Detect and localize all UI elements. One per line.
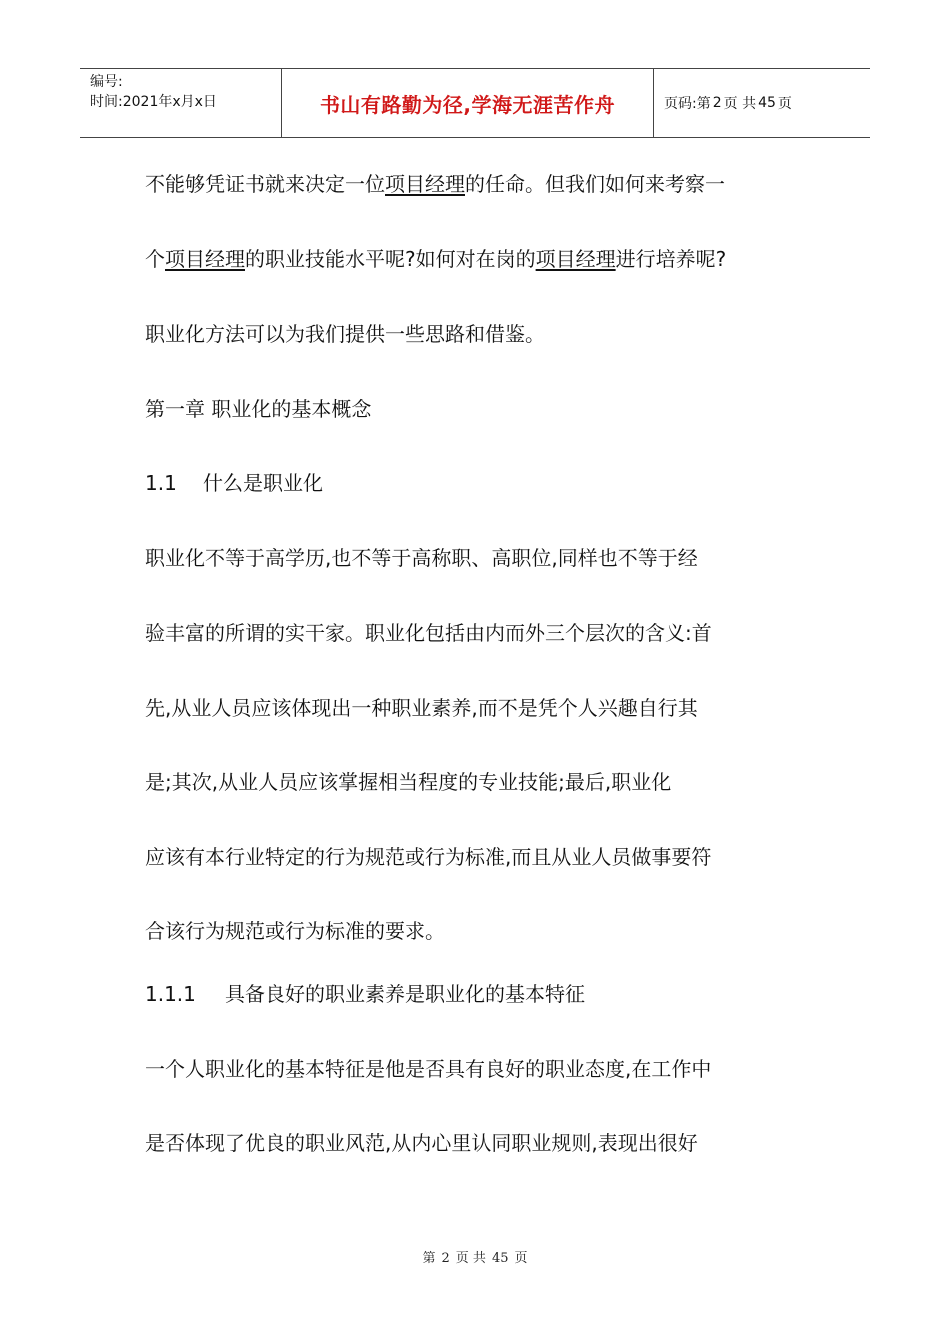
text-run: 不能够凭证书就来决定一位 (145, 172, 385, 196)
underlined-term: 项目经理 (535, 247, 616, 271)
chapter-heading: 第一章 职业化的基本概念 (145, 397, 372, 421)
section-heading (145, 471, 323, 495)
subsection-title: 具备良好的职业素养是职业化的基本特征 (225, 982, 585, 1006)
footer-prefix: 第 (422, 1251, 436, 1266)
underlined-term: 项目经理 (385, 172, 465, 196)
document-number-label: 编号: (90, 74, 123, 90)
footer-total-pages: 45 (491, 1251, 509, 1266)
footer-mid: 页 共 (455, 1251, 486, 1266)
page-footer (0, 1247, 950, 1266)
section-title: 什么是职业化 (203, 471, 323, 495)
text-run: 个 (145, 247, 165, 271)
paragraph-line: 合该行为规范或行为标准的要求。 (145, 919, 445, 943)
paragraph-line: 是;其次,从业人员应该掌握相当程度的专业技能;最后,职业化 (145, 770, 672, 794)
header-page-info (654, 69, 870, 137)
paragraph-line: 职业化不等于高学历,也不等于高称职、高职位,同样也不等于经 (145, 546, 698, 570)
header-motto-cell (282, 69, 654, 137)
header-meta (80, 69, 282, 137)
paragraph-line: 职业化方法可以为我们提供一些思路和借鉴。 (145, 322, 545, 346)
text-run: 的职业技能水平呢?如何对在岗的 (245, 247, 536, 271)
header-page-mid: 页 共 (723, 96, 757, 112)
header-page-label: 页码:第 (664, 96, 711, 112)
text-run: 进行培养呢? (615, 247, 727, 271)
header-page-current: 2 (712, 95, 722, 111)
subsection-number: 1.1.1 (145, 982, 196, 1006)
paragraph-line: 先,从业人员应该体现出一种职业素养,而不是凭个人兴趣自行其 (145, 696, 698, 720)
paragraph-line: 是否体现了优良的职业风范,从内心里认同职业规则,表现出很好 (145, 1131, 698, 1155)
page-header (80, 68, 870, 138)
underlined-term: 项目经理 (165, 247, 245, 271)
section-number: 1.1 (145, 471, 177, 495)
subsection-heading (145, 982, 585, 1006)
header-page-total: 45 (758, 95, 776, 111)
paragraph-line (145, 247, 726, 271)
footer-suffix: 页 (514, 1251, 528, 1266)
footer-current-page: 2 (441, 1251, 450, 1266)
paragraph-line (145, 172, 725, 196)
header-page-end: 页 (777, 96, 792, 112)
header-motto: 书山有路勤为径,学海无涯苦作舟 (319, 92, 616, 117)
paragraph-line: 验丰富的所谓的实干家。职业化包括由内而外三个层次的含义:首 (145, 621, 712, 645)
paragraph-line: 一个人职业化的基本特征是他是否具有良好的职业态度,在工作中 (145, 1057, 712, 1081)
paragraph-line: 应该有本行业特定的行为规范或行为标准,而且从业人员做事要符 (145, 845, 712, 869)
text-run: 的任命。但我们如何来考察一 (465, 172, 725, 196)
document-time-label: 时间:2021年x月x日 (90, 94, 217, 110)
